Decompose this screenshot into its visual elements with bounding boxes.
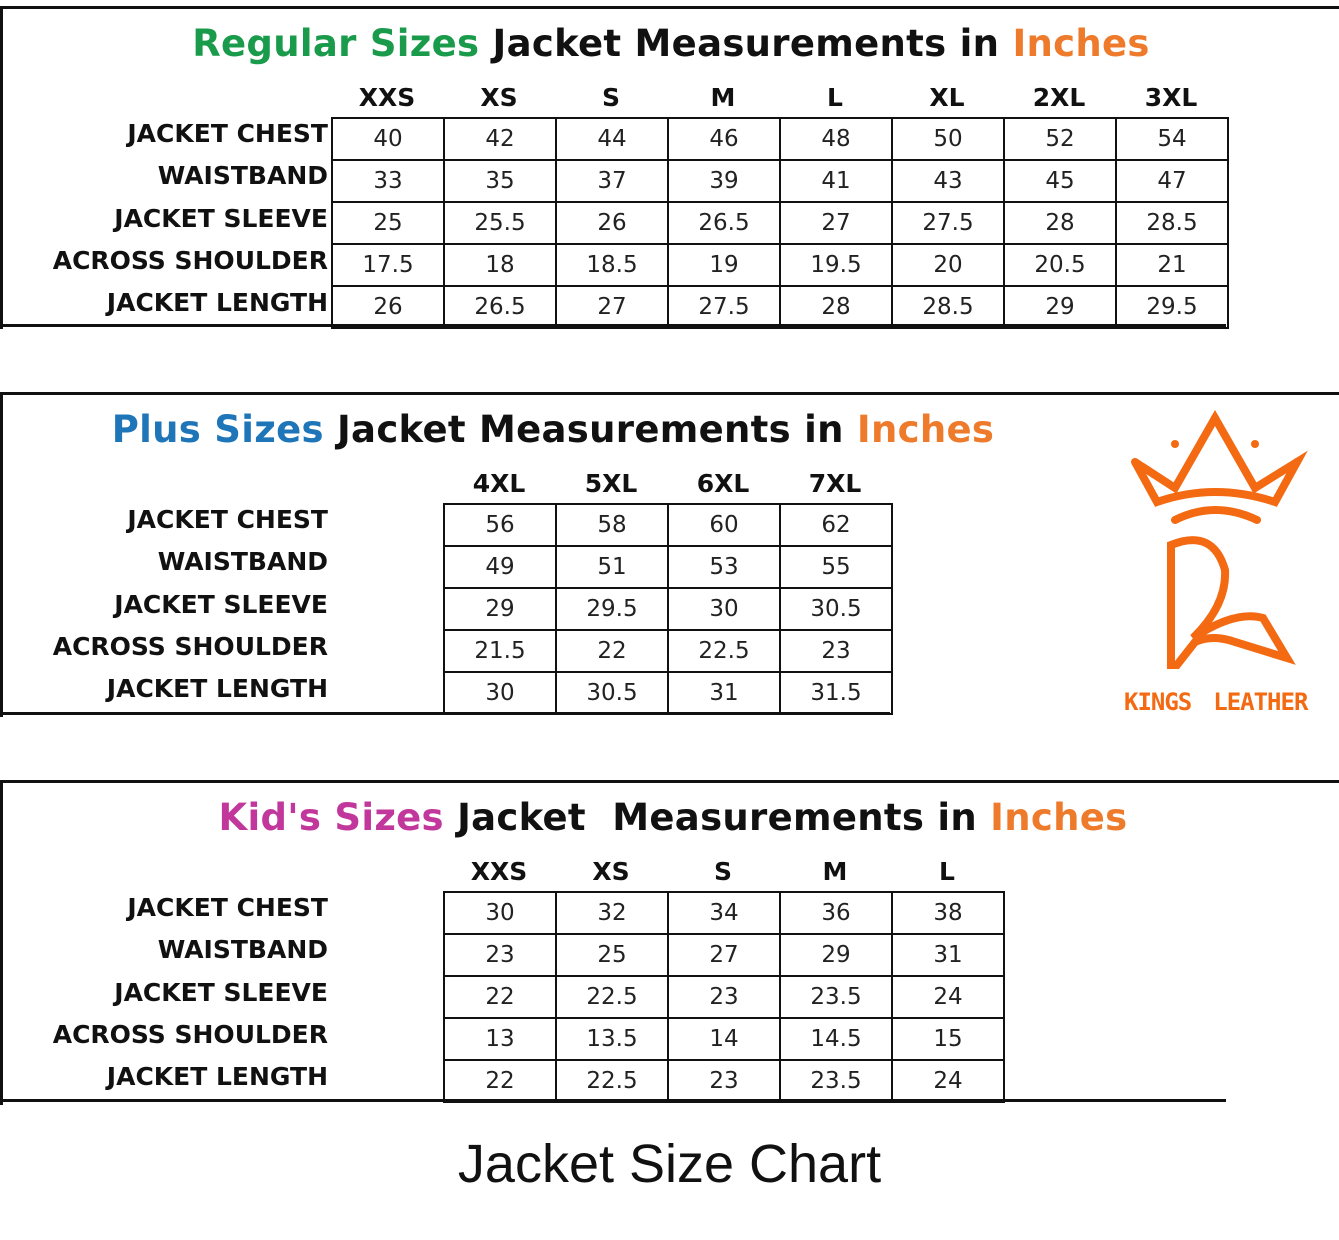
table-cell: 20 <box>892 244 1004 286</box>
table-row <box>332 160 1228 202</box>
kids-bottom-rule <box>0 1099 1226 1102</box>
table-cell: 15 <box>892 1018 1004 1060</box>
table-cell: 32 <box>556 892 668 934</box>
row-label-across-shoulder: ACROSS SHOULDER <box>52 245 328 275</box>
kids-size-table <box>443 891 1005 1103</box>
table-cell: 45 <box>1004 160 1116 202</box>
size-header-xs: XS <box>480 83 518 112</box>
size-header-3xl: 3XL <box>1144 83 1198 112</box>
regular-title-unit: Inches <box>1012 22 1150 65</box>
table-cell: 19.5 <box>780 244 892 286</box>
table-cell: 25.5 <box>444 202 556 244</box>
table-cell: 29.5 <box>556 588 668 630</box>
size-header-2xl: 2XL <box>1032 83 1086 112</box>
table-cell: 30 <box>668 588 780 630</box>
regular-size-table <box>331 117 1229 329</box>
table-cell: 49 <box>444 546 556 588</box>
table-cell: 48 <box>780 118 892 160</box>
table-cell: 21 <box>1116 244 1228 286</box>
table-cell: 20.5 <box>1004 244 1116 286</box>
table-cell: 17.5 <box>332 244 444 286</box>
table-cell: 30.5 <box>556 672 668 714</box>
table-cell: 22.5 <box>668 630 780 672</box>
table-cell: 62 <box>780 504 892 546</box>
table-cell: 46 <box>668 118 780 160</box>
table-cell: 28.5 <box>892 286 1004 328</box>
brand-word-kings: KINGS <box>1124 688 1192 716</box>
table-cell: 34 <box>668 892 780 934</box>
plus-size-table <box>443 503 893 715</box>
regular-title-middle: Jacket Measurements in <box>492 22 1000 65</box>
row-label-waistband: WAISTBAND <box>157 547 328 577</box>
row-label-jacket-chest: JACKET CHEST <box>127 893 328 922</box>
table-cell: 24 <box>892 1060 1004 1102</box>
table-cell: 50 <box>892 118 1004 160</box>
table-cell: 25 <box>556 934 668 976</box>
row-label-across-shoulder: ACROSS SHOULDER <box>52 1019 328 1049</box>
size-header-l: L <box>939 857 955 886</box>
table-cell: 25 <box>332 202 444 244</box>
row-label-jacket-chest: JACKET CHEST <box>127 505 328 534</box>
table-cell: 27.5 <box>668 286 780 328</box>
table-cell: 42 <box>444 118 556 160</box>
kids-title-middle: Jacket Measurements in <box>457 796 977 839</box>
table-cell: 52 <box>1004 118 1116 160</box>
table-cell: 55 <box>780 546 892 588</box>
table-cell: 30 <box>444 672 556 714</box>
table-cell: 13 <box>444 1018 556 1060</box>
table-cell: 40 <box>332 118 444 160</box>
regular-sizes-label: Regular Sizes <box>192 22 480 65</box>
table-row <box>332 286 1228 328</box>
row-label-jacket-sleeve: JACKET SLEEVE <box>114 589 328 619</box>
table-row <box>444 504 892 546</box>
table-cell: 31 <box>892 934 1004 976</box>
table-cell: 22 <box>444 1060 556 1102</box>
table-row <box>444 630 892 672</box>
plus-row-labels <box>3 505 328 720</box>
table-cell: 29.5 <box>1116 286 1228 328</box>
plus-sizes-label: Plus Sizes <box>111 408 324 451</box>
table-row <box>444 546 892 588</box>
table-row <box>444 934 1004 976</box>
regular-sizes-title <box>3 22 1339 65</box>
table-cell: 29 <box>444 588 556 630</box>
kids-sizes-label: Kid's Sizes <box>218 796 444 839</box>
table-cell: 47 <box>1116 160 1228 202</box>
table-row <box>444 588 892 630</box>
table-cell: 28.5 <box>1116 202 1228 244</box>
size-header-l: L <box>827 83 843 112</box>
row-label-across-shoulder: ACROSS SHOULDER <box>52 631 328 661</box>
row-label-jacket-length: JACKET LENGTH <box>106 288 328 318</box>
table-row <box>444 1018 1004 1060</box>
table-row <box>444 672 892 714</box>
table-cell: 26 <box>556 202 668 244</box>
table-cell: 23 <box>444 934 556 976</box>
table-row <box>444 892 1004 934</box>
table-cell: 56 <box>444 504 556 546</box>
size-chart-caption: Jacket Size Chart <box>457 1134 882 1194</box>
table-cell: 13.5 <box>556 1018 668 1060</box>
table-cell: 26.5 <box>444 286 556 328</box>
size-header-4xl: 4XL <box>472 469 526 498</box>
row-label-waistband: WAISTBAND <box>157 935 328 965</box>
kids-sizes-panel <box>0 780 1339 1105</box>
size-header-s: S <box>713 857 732 886</box>
kids-title-unit: Inches <box>990 796 1128 839</box>
table-cell: 37 <box>556 160 668 202</box>
table-cell: 23 <box>668 976 780 1018</box>
table-row <box>332 202 1228 244</box>
table-cell: 23 <box>668 1060 780 1102</box>
size-header-xl: XL <box>929 83 965 112</box>
plus-sizes-title <box>3 408 1103 451</box>
table-cell: 31.5 <box>780 672 892 714</box>
table-cell: 44 <box>556 118 668 160</box>
table-cell: 27 <box>668 934 780 976</box>
table-cell: 24 <box>892 976 1004 1018</box>
plus-bottom-rule <box>0 712 890 715</box>
table-cell: 35 <box>444 160 556 202</box>
table-row <box>444 1060 1004 1102</box>
row-label-jacket-sleeve: JACKET SLEEVE <box>114 977 328 1007</box>
brand-word-leather: LEATHER <box>1213 688 1308 716</box>
table-cell: 28 <box>1004 202 1116 244</box>
table-cell: 14 <box>668 1018 780 1060</box>
table-cell: 51 <box>556 546 668 588</box>
regular-bottom-rule <box>0 324 1226 327</box>
row-label-jacket-length: JACKET LENGTH <box>106 1062 328 1092</box>
table-cell: 23.5 <box>780 976 892 1018</box>
table-cell: 29 <box>780 934 892 976</box>
table-cell: 30.5 <box>780 588 892 630</box>
size-header-xs: XS <box>592 857 630 886</box>
size-header-7xl: 7XL <box>808 469 862 498</box>
size-header-xxs: XXS <box>470 857 528 886</box>
crown-k-icon <box>1115 410 1315 720</box>
table-cell: 39 <box>668 160 780 202</box>
table-cell: 22 <box>556 630 668 672</box>
table-cell: 58 <box>556 504 668 546</box>
table-cell: 21.5 <box>444 630 556 672</box>
kids-row-labels <box>3 893 328 1108</box>
table-row <box>444 976 1004 1018</box>
table-cell: 22.5 <box>556 1060 668 1102</box>
table-cell: 27.5 <box>892 202 1004 244</box>
table-cell: 54 <box>1116 118 1228 160</box>
row-label-waistband: WAISTBAND <box>157 161 328 191</box>
table-cell: 27 <box>556 286 668 328</box>
table-cell: 22.5 <box>556 976 668 1018</box>
table-cell: 23.5 <box>780 1060 892 1102</box>
plus-title-unit: Inches <box>856 408 995 451</box>
regular-row-labels <box>3 119 328 334</box>
table-cell: 38 <box>892 892 1004 934</box>
brand-wordmark <box>1124 688 1314 716</box>
row-label-jacket-sleeve: JACKET SLEEVE <box>114 203 328 233</box>
row-label-jacket-length: JACKET LENGTH <box>106 674 328 704</box>
table-cell: 27 <box>780 202 892 244</box>
table-cell: 53 <box>668 546 780 588</box>
table-cell: 18.5 <box>556 244 668 286</box>
size-header-xxs: XXS <box>358 83 416 112</box>
table-cell: 41 <box>780 160 892 202</box>
size-header-5xl: 5XL <box>584 469 638 498</box>
table-cell: 43 <box>892 160 1004 202</box>
size-header-m: M <box>822 857 848 886</box>
table-cell: 33 <box>332 160 444 202</box>
table-cell: 30 <box>444 892 556 934</box>
row-label-jacket-chest: JACKET CHEST <box>127 119 328 148</box>
table-row <box>332 244 1228 286</box>
table-cell: 28 <box>780 286 892 328</box>
table-cell: 29 <box>1004 286 1116 328</box>
plus-title-middle: Jacket Measurements in <box>336 408 844 451</box>
table-cell: 18 <box>444 244 556 286</box>
table-cell: 23 <box>780 630 892 672</box>
table-cell: 19 <box>668 244 780 286</box>
regular-sizes-panel <box>0 6 1339 329</box>
table-cell: 60 <box>668 504 780 546</box>
table-cell: 36 <box>780 892 892 934</box>
table-cell: 26.5 <box>668 202 780 244</box>
table-cell: 31 <box>668 672 780 714</box>
size-header-m: M <box>710 83 736 112</box>
size-header-s: S <box>601 83 620 112</box>
size-header-6xl: 6XL <box>696 469 750 498</box>
kids-sizes-title <box>3 796 1339 839</box>
table-row <box>332 118 1228 160</box>
table-cell: 14.5 <box>780 1018 892 1060</box>
table-cell: 26 <box>332 286 444 328</box>
table-cell: 22 <box>444 976 556 1018</box>
